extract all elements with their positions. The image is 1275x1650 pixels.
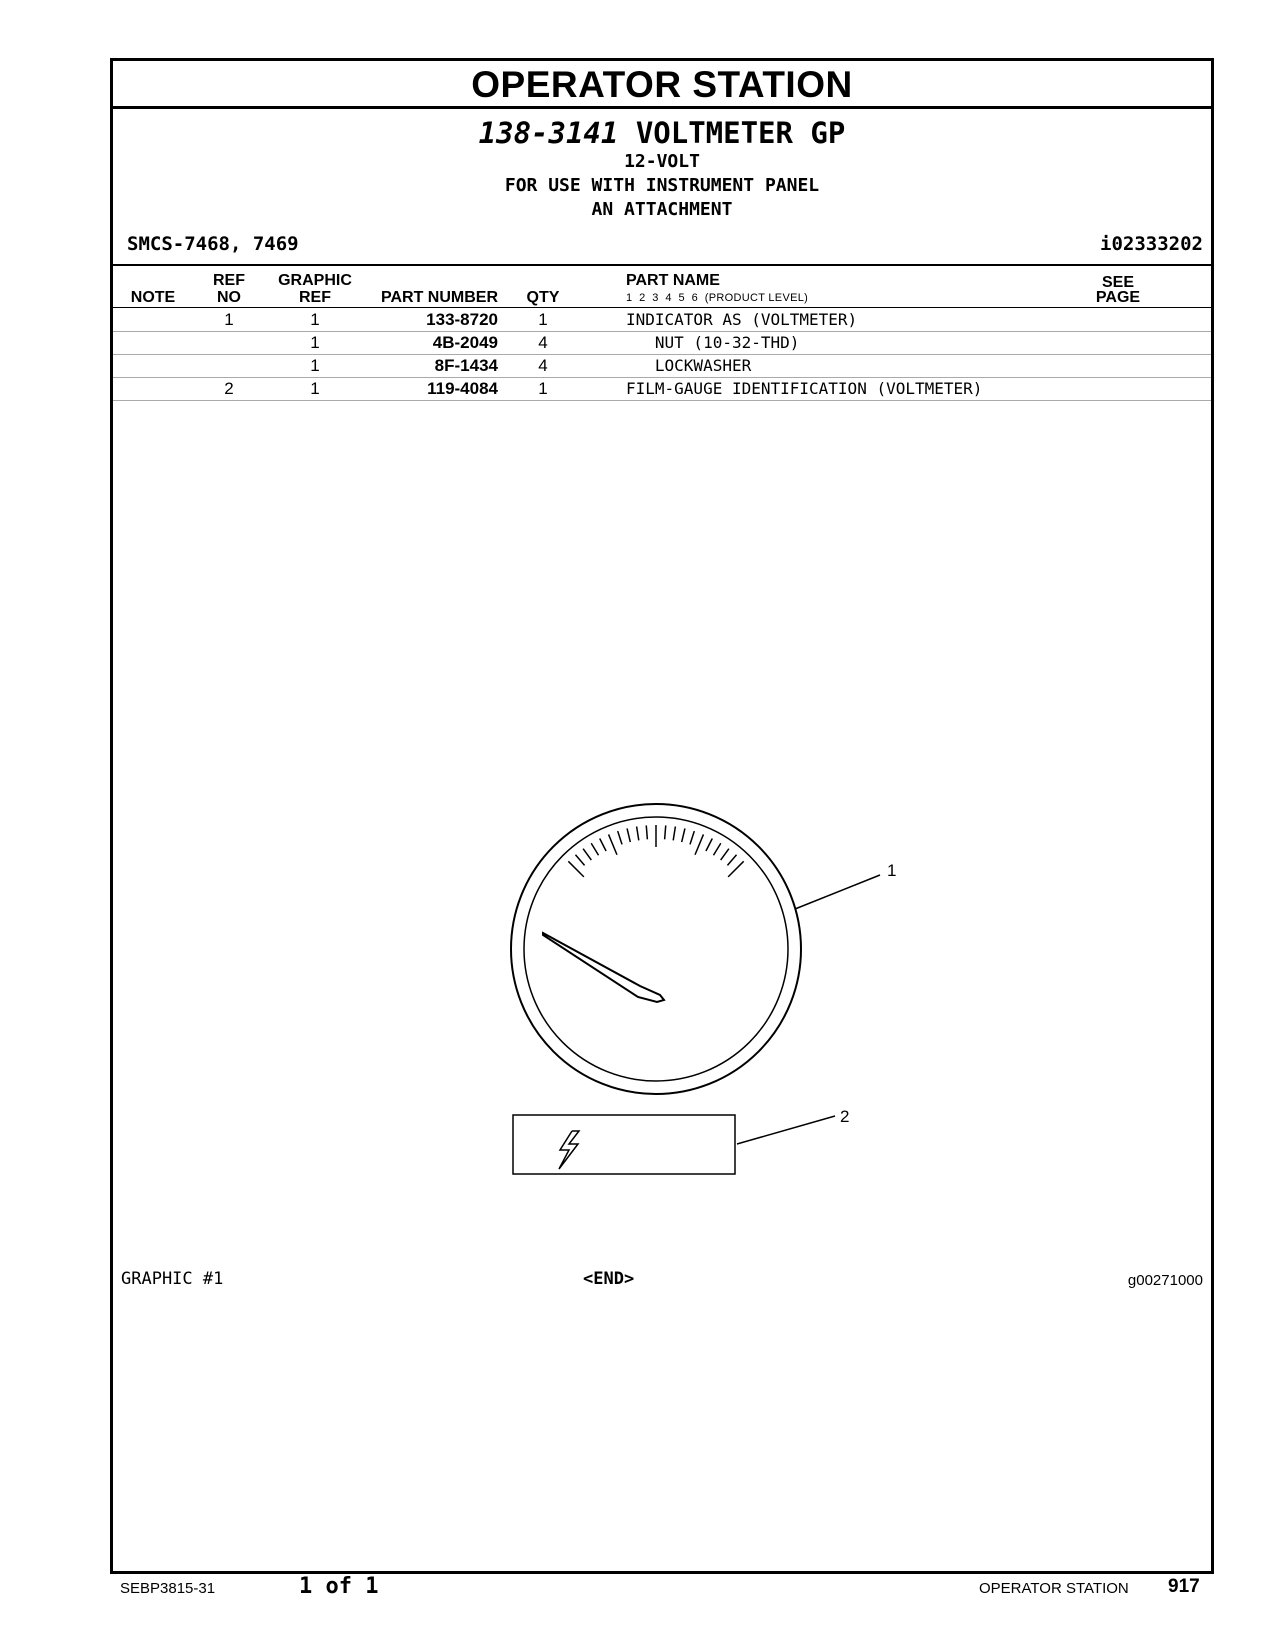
gauge-tick <box>713 843 720 855</box>
cell-part-name: NUT (10-32-THD) <box>626 333 800 352</box>
header-graphic-ref-bottom: REF <box>299 289 331 306</box>
cell-part-number: 8F-1434 <box>434 356 498 375</box>
identification-film <box>513 1115 835 1174</box>
gauge-tick <box>575 855 584 866</box>
voltmeter-gauge-icon <box>511 804 880 1094</box>
header-part-name: PART NAME <box>626 272 720 289</box>
gauge-tick <box>728 861 744 877</box>
gauge-tick <box>637 827 639 841</box>
cell-part-name: LOCKWASHER <box>626 356 752 375</box>
callout-leader-1 <box>795 875 880 909</box>
gauge-tick <box>682 828 685 842</box>
gauge-tick <box>583 849 591 860</box>
cell-graphic-ref: 1 <box>310 310 320 329</box>
gauge-tick <box>627 828 630 842</box>
lightning-bolt-icon <box>559 1131 579 1169</box>
end-marker: <END> <box>583 1269 635 1289</box>
gauge-tick <box>695 834 703 854</box>
header-graphic-ref-top: GRAPHIC <box>278 272 352 289</box>
header-see-page-top: SEE <box>1101 274 1134 291</box>
cell-qty: 4 <box>538 356 548 375</box>
gauge-tick <box>690 831 694 844</box>
cell-graphic-ref: 1 <box>310 356 320 375</box>
page-of: 1 of 1 <box>299 1574 379 1599</box>
cell-ref-no: 2 <box>224 379 234 398</box>
parts-illustration <box>113 61 1211 1261</box>
page-number: 917 <box>1168 1576 1200 1597</box>
gauge-tick <box>568 861 584 877</box>
cell-qty: 4 <box>538 333 548 352</box>
cell-graphic-ref: 1 <box>310 379 320 398</box>
footer-section: OPERATOR STATION <box>979 1580 1129 1597</box>
page-frame <box>110 58 1214 1574</box>
header-ref-no-top: REF <box>213 272 245 289</box>
callout-2: 2 <box>840 1107 850 1126</box>
cell-part-number: 133-8720 <box>426 310 498 329</box>
cell-ref-no: 1 <box>224 310 234 329</box>
gauge-tick <box>721 849 729 860</box>
header-product-levels: 1 2 3 4 5 6 (PRODUCT LEVEL) <box>626 292 809 304</box>
callout-leader-2 <box>737 1116 835 1144</box>
group-name: VOLTMETER GP <box>635 116 846 150</box>
header-note: NOTE <box>130 289 176 306</box>
gauge-tick <box>646 825 647 839</box>
film-rectangle <box>513 1115 735 1174</box>
cell-qty: 1 <box>538 310 548 329</box>
header-see-page-bottom: PAGE <box>1095 289 1141 306</box>
gauge-tick <box>618 831 622 844</box>
cell-part-number: 4B-2049 <box>432 333 498 352</box>
gauge-needle <box>543 933 664 1002</box>
cell-part-number: 119-4084 <box>427 379 498 398</box>
gauge-tick <box>600 839 606 851</box>
gauge-bezel-outer <box>511 804 801 1094</box>
gauge-tick <box>706 839 712 851</box>
cell-qty: 1 <box>538 379 548 398</box>
cell-part-name: FILM-GAUGE IDENTIFICATION (VOLTMETER) <box>626 379 983 398</box>
callout-1: 1 <box>887 861 897 880</box>
doc-number: SEBP3815-31 <box>120 1580 216 1597</box>
section-title: OPERATOR STATION <box>113 61 1211 109</box>
gauge-tick <box>727 855 736 866</box>
graphic-label: GRAPHIC #1 <box>121 1269 224 1289</box>
gauge-tick <box>673 827 675 841</box>
header-ref-no-bottom: NO <box>217 289 241 306</box>
group-subline: FOR USE WITH INSTRUMENT PANEL <box>504 175 820 196</box>
group-subline: 12-VOLT <box>624 151 700 172</box>
smcs-code: SMCS-7468, 7469 <box>127 233 299 255</box>
gauge-tick <box>665 825 666 839</box>
gauge-tick <box>591 843 598 855</box>
graphic-id: g00271000 <box>1127 1272 1203 1289</box>
group-part-number: 138-3141 <box>478 116 619 150</box>
illustration-id: i02333202 <box>1100 233 1203 255</box>
cell-part-name: INDICATOR AS (VOLTMETER) <box>626 310 858 329</box>
group-subline: AN ATTACHMENT <box>591 199 733 220</box>
header-part-number: PART NUMBER <box>380 289 498 306</box>
cell-graphic-ref: 1 <box>310 333 320 352</box>
gauge-tick <box>609 834 617 854</box>
header-qty: QTY <box>526 289 560 306</box>
